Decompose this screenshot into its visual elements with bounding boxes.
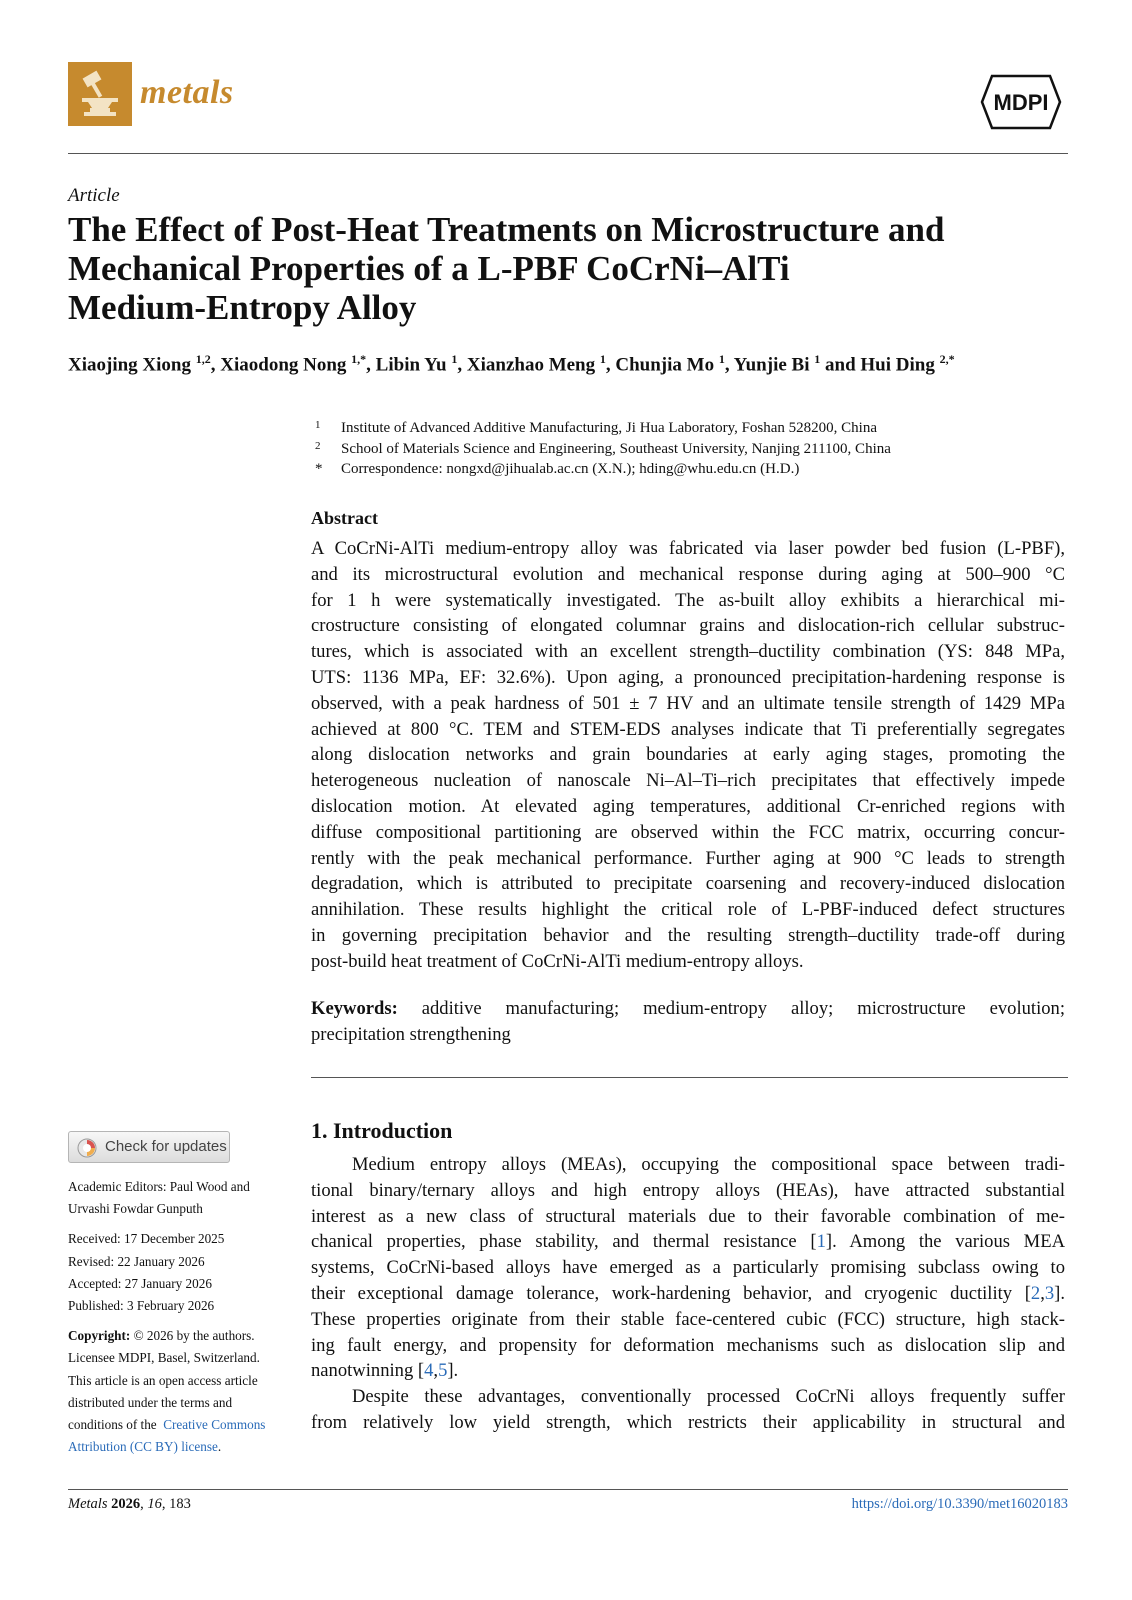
body-text: , (1040, 1282, 1045, 1304)
citation-link[interactable]: 5 (438, 1360, 448, 1382)
academic-editors: Urvashi Fowdar Gunputh (68, 1201, 203, 1217)
body-line: interest as a new class of structural materials due to their favorable combination of me- (311, 1205, 1065, 1227)
abstract-line: degradation, which is attributed to precipitate coarsening and recovery-induced dislocation (311, 873, 1065, 895)
license-text: distributed under the terms and (68, 1394, 233, 1410)
footer-year: 2026 (111, 1496, 141, 1512)
accepted-date: Accepted: 27 January 2026 (68, 1275, 212, 1291)
author-name[interactable]: Yunjie Bi (733, 354, 810, 376)
author-affiliation-mark: 1,* (351, 352, 367, 366)
copyright-line (68, 1325, 298, 1347)
author-name[interactable]: Xianzhao Meng (466, 354, 596, 376)
affiliation-mark: 2 (315, 439, 321, 452)
license-text: Licensee MDPI, Basel, Switzerland. (68, 1350, 260, 1366)
anvil-icon (68, 62, 132, 126)
abstract-line: for 1 h were systematically investigated. The as-built alloy exhibits a hierarchical mi- (311, 589, 1065, 611)
citation-link[interactable]: 3 (1044, 1282, 1055, 1304)
author-name[interactable]: Xiaojing Xiong (68, 354, 191, 376)
article-type: Article (68, 185, 120, 206)
introduction-body (311, 1152, 1065, 1436)
publisher-name: MDPI (993, 90, 1049, 115)
license-text (68, 1436, 298, 1458)
author-name[interactable]: Xiaodong Nong (220, 354, 347, 376)
abstract-line: achieved at 800 °C. TEM and STEM-EDS analyses indicate that Ti preferentially segregates (311, 718, 1065, 740)
published-date: Published: 3 February 2026 (68, 1298, 215, 1314)
body-line (311, 1281, 1065, 1307)
title-line: The Effect of Post-Heat Treatments on Microstructure and (68, 210, 945, 249)
affiliation-item (311, 439, 1071, 460)
correspondence-item (311, 459, 1071, 480)
author-list: Xiaojing Xiong $^{1,2}$, Xiaodong Nong $^{1,*}$, Libin Yu $^1$, Xianzhao Meng $^1$, Chunjia Mo $^1$, Yunjie Bi $^1$ and Hui Ding $^{2,*}$ (68, 352, 955, 376)
affiliation-item (311, 418, 1071, 439)
academic-editors: Academic Editors: Paul Wood and (68, 1179, 250, 1194)
abstract-line: crostructure consisting of elongated columnar grains and dislocation-rich cellular substruc- (311, 615, 1065, 637)
author-affiliation-mark: 1,2 (195, 352, 211, 366)
author-name[interactable]: Chunjia Mo (615, 354, 715, 376)
correspondence-mark: * (315, 461, 323, 477)
author-affiliation-mark: 1 (814, 352, 821, 366)
title-line: Mechanical Properties of a L-PBF CoCrNi–AlTi (68, 249, 790, 288)
footer-journal: Metals (68, 1496, 108, 1512)
author-affiliation-mark: 1 (451, 352, 458, 366)
body-text: ]. (1054, 1282, 1065, 1304)
abstract-divider (311, 1077, 1068, 1078)
update-badge-icon (77, 1138, 97, 1158)
body-line (311, 1358, 1065, 1384)
publisher-logo (980, 74, 1062, 130)
abstract-line: A CoCrNi-AlTi medium-entropy alloy was fabricated via laser powder bed fusion (L-PBF), (311, 538, 1065, 559)
affiliations (311, 418, 1071, 480)
footer-citation: Metals 2026, 16, 183 (68, 1496, 191, 1512)
body-text: their exceptional damage tolerance, work-hardening behavior, and cryogenic ductility [ (311, 1282, 1031, 1304)
abstract-line: observed, with a peak hardness of 501 ± 7 HV and an ultimate tensile strength of 1429 MPa (311, 692, 1065, 714)
copyright-text: © 2026 by the authors. (133, 1328, 255, 1344)
author-name[interactable]: Hui Ding (860, 354, 935, 376)
check-for-updates-label: Check for updates (105, 1138, 227, 1155)
abstract-line: annihilation. These results highlight the critical role of L-PBF-induced defect structures (311, 899, 1065, 921)
abstract-line: post-build heat treatment of CoCrNi-AlTi medium-entropy alloys. (311, 950, 804, 972)
body-line: tional binary/ternary alloys and high entropy alloys (HEAs), have attracted substantial (311, 1179, 1065, 1201)
footer-article-number: 183 (169, 1496, 191, 1512)
footer-divider (68, 1489, 1068, 1490)
body-line (311, 1229, 1065, 1255)
author-name[interactable]: Libin Yu (375, 354, 447, 376)
author-affiliation-mark: 1 (718, 352, 725, 366)
keywords-text: additive manufacturing; medium-entropy alloy; microstructure evolution; (421, 998, 1065, 1019)
body-text: ]. (447, 1360, 459, 1382)
footer-volume: 16 (147, 1496, 162, 1512)
article-title (68, 210, 1068, 327)
mdpi-hexagon-icon (980, 74, 1062, 130)
body-line: ing fault energy, and propensity for deformation mechanisms such as dislocation slip and (311, 1334, 1065, 1356)
doi-link[interactable]: https://doi.org/10.3390/met16020183 (851, 1496, 1068, 1512)
body-text: , (433, 1360, 439, 1382)
section-heading: 1. Introduction (311, 1118, 453, 1143)
keywords (311, 996, 1065, 1048)
abstract-line: rently with the peak mechanical performance. Further aging at 900 °C leads to strength (311, 847, 1065, 869)
abstract-line: along dislocation networks and grain boundaries at early aging stages, promoting the (311, 744, 1065, 766)
body-text: chanical properties, phase stability, and thermal resistance [ (311, 1231, 817, 1253)
license-text (68, 1414, 298, 1436)
abstract-line: heterogeneous nucleation of nanoscale Ni–Al–Ti–rich precipitates that effectively impede (311, 770, 1065, 792)
creative-commons-link[interactable]: Attribution (CC BY) license (68, 1439, 218, 1455)
revised-date: Revised: 22 January 2026 (68, 1253, 205, 1269)
license-text: This article is an open access article (68, 1372, 258, 1388)
body-line: These properties originate from their stable face-centered cubic (FCC) structure, high stack- (311, 1308, 1065, 1330)
keywords-label: Keywords: (311, 998, 398, 1019)
citation-link[interactable]: 2 (1030, 1282, 1041, 1304)
abstract-line: tures, which is associated with an excellent strength–ductility combination (YS: 848 MPa, (311, 641, 1065, 663)
body-line: systems, CoCrNi-based alloys have emerged as a particularly promising subclass owing to (311, 1257, 1065, 1279)
affiliation-text: Institute of Advanced Additive Manufacturing, Ji Hua Laboratory, Foshan 528200, China (341, 420, 878, 436)
keywords-line (311, 996, 1065, 1022)
citation-link[interactable]: 4 (424, 1360, 434, 1382)
citation-link[interactable]: 1 (816, 1231, 826, 1253)
check-for-updates-button[interactable] (68, 1131, 230, 1163)
abstract-line: UTS: 1136 MPa, EF: 32.6%). Upon aging, a pronounced precipitation-hardening response is (311, 666, 1065, 688)
body-text: ]. Among the various MEA (825, 1231, 1065, 1253)
abstract-body (311, 536, 1065, 975)
body-line: Despite these advantages, conventionally processed CoCrNi alloys frequently suffer (352, 1386, 1065, 1408)
title-line: Medium-Entropy Alloy (68, 288, 417, 327)
header-divider (68, 153, 1068, 154)
keywords-line: precipitation strengthening (311, 1023, 511, 1045)
abstract-heading: Abstract (311, 508, 378, 528)
author-affiliation-mark: 2,* (939, 352, 955, 366)
author-affiliation-mark: 1 (599, 352, 606, 366)
creative-commons-link[interactable]: Creative Commons (163, 1417, 266, 1433)
article-info-sidebar (68, 1176, 298, 1458)
abstract-line: diffuse compositional partitioning are observed within the FCC matrix, occurring concur- (311, 821, 1065, 843)
copyright-label: Copyright: (68, 1328, 131, 1344)
license-text-part: . (217, 1439, 222, 1455)
body-line: Medium entropy alloys (MEAs), occupying the compositional space between tradi- (352, 1154, 1065, 1175)
body-text: nanotwinning [ (311, 1360, 425, 1382)
journal-name: metals (140, 74, 234, 111)
affiliation-text: School of Materials Science and Engineering, Southeast University, Nanjing 211100, China (341, 440, 891, 457)
received-date: Received: 17 December 2025 (68, 1231, 225, 1247)
journal-logo (68, 62, 132, 126)
abstract-line: in governing precipitation behavior and the resulting strength–ductility trade-off during (311, 924, 1065, 946)
abstract-line: dislocation motion. At elevated aging temperatures, additional Cr-enriched regions with (311, 795, 1065, 817)
correspondence-text[interactable]: Correspondence: nongxd@jihualab.ac.cn (X.N.); hding@whu.edu.cn (H.D.) (341, 461, 800, 477)
body-line: from relatively low yield strength, which restricts their applicability in structural and (311, 1411, 1065, 1433)
abstract-line: and its microstructural evolution and mechanical response during aging at 500–900 °C (311, 563, 1065, 585)
license-text-part: conditions of the (68, 1417, 157, 1433)
affiliation-mark: 1 (315, 419, 321, 431)
